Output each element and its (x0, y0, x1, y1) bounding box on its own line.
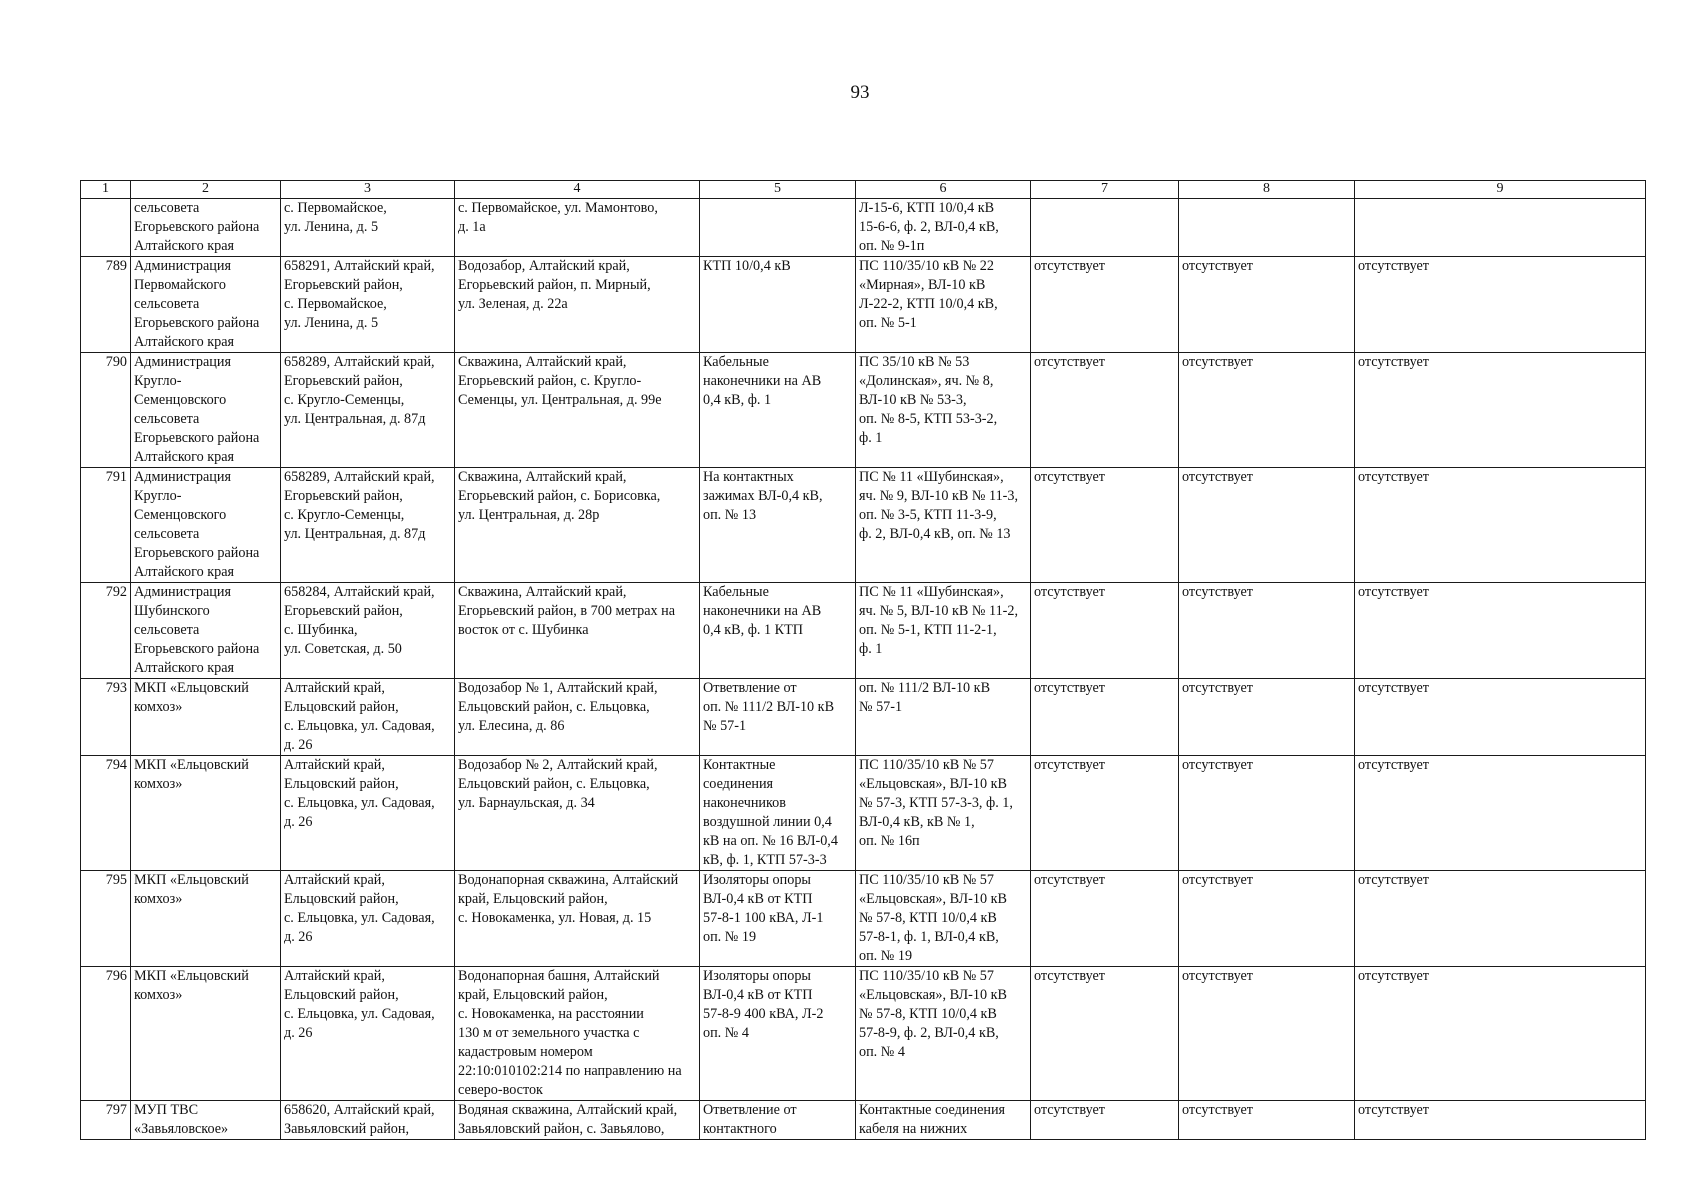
owner-cell (131, 756, 281, 871)
owner-cell-text: Администрация Первомайского сельсовета Егорьевского района Алтайского края (134, 258, 260, 350)
column-8-cell-text: отсутствует (1182, 469, 1253, 485)
column-header: 6 (856, 181, 1031, 199)
column-9-cell-text: отсутствует (1358, 757, 1429, 773)
row-number (81, 353, 131, 468)
row-number-text: 797 (105, 1102, 127, 1118)
power-source-cell-text: оп. № 111/2 ВЛ-10 кВ № 57-1 (859, 680, 991, 715)
power-source-cell-text: ПС 110/35/10 кВ № 57 «Ельцовская», ВЛ-10 кВ № 57-8, КТП 10/0,4 кВ 57-8-1, ф. 1, ВЛ-0,4 кВ, оп. № 19 (859, 872, 1007, 964)
power-source-cell (856, 756, 1031, 871)
connection-point-cell (700, 967, 856, 1101)
column-header: 8 (1179, 181, 1355, 199)
address-cell-text: 658284, Алтайский край, Егорьевский район, с. Шубинка, ул. Советская, д. 50 (284, 584, 435, 657)
owner-cell-text: Администрация Кругло- Семенцовского сельсовета Егорьевского района Алтайского края (134, 469, 260, 580)
row-number (81, 583, 131, 679)
column-7-cell-text: отсутствует (1034, 680, 1105, 696)
column-7-cell-text: отсутствует (1034, 258, 1105, 274)
column-8-cell (1179, 871, 1355, 967)
row-number-text: 792 (105, 584, 127, 600)
row-number (81, 871, 131, 967)
address-cell (281, 199, 455, 257)
owner-cell-text: Администрация Кругло- Семенцовского сельсовета Егорьевского района Алтайского края (134, 354, 260, 465)
table-row (81, 679, 1646, 756)
table-row (81, 468, 1646, 583)
table-row (81, 257, 1646, 353)
owner-cell-text: сельсовета Егорьевского района Алтайского края (134, 200, 260, 254)
column-8-cell-text: отсутствует (1182, 258, 1253, 274)
owner-cell-text: МУП ТВС «Завьяловское» (134, 1102, 229, 1137)
power-source-cell (856, 583, 1031, 679)
address-cell (281, 583, 455, 679)
connection-point-cell (700, 468, 856, 583)
power-source-cell (856, 353, 1031, 468)
power-source-cell (856, 871, 1031, 967)
row-number (81, 679, 131, 756)
column-9-cell-text: отсутствует (1358, 872, 1429, 888)
object-cell (455, 583, 700, 679)
object-cell-text: Скважина, Алтайский край, Егорьевский район, с. Кругло- Семенцы, ул. Центральная, д. 99е (458, 354, 662, 408)
connection-point-cell (700, 871, 856, 967)
connection-point-cell (700, 756, 856, 871)
object-cell-text: Водозабор, Алтайский край, Егорьевский район, п. Мирный, ул. Зеленая, д. 22а (458, 258, 651, 312)
column-7-cell-text: отсутствует (1034, 354, 1105, 370)
column-header: 1 (81, 181, 131, 199)
column-8-cell (1179, 199, 1355, 257)
table-body (81, 199, 1646, 1140)
table-row (81, 353, 1646, 468)
address-cell (281, 679, 455, 756)
address-cell (281, 1101, 455, 1140)
column-9-cell (1355, 468, 1646, 583)
column-7-cell (1031, 871, 1179, 967)
address-cell (281, 468, 455, 583)
column-9-cell (1355, 756, 1646, 871)
object-cell (455, 257, 700, 353)
owner-cell (131, 468, 281, 583)
object-cell-text: Скважина, Алтайский край, Егорьевский район, с. Борисовка, ул. Центральная, д. 28р (458, 469, 661, 523)
connection-point-cell-text: Изоляторы опоры ВЛ-0,4 кВ от КТП 57-8-9 400 кВА, Л-2 оп. № 4 (703, 968, 824, 1041)
object-cell (455, 871, 700, 967)
power-source-cell-text: Л-15-6, КТП 10/0,4 кВ 15-6-6, ф. 2, ВЛ-0,4 кВ, оп. № 9-1п (859, 200, 999, 254)
column-9-cell-text: отсутствует (1358, 354, 1429, 370)
row-number-text: 793 (105, 680, 127, 696)
power-source-cell (856, 257, 1031, 353)
owner-cell (131, 353, 281, 468)
column-8-cell-text: отсутствует (1182, 1102, 1253, 1118)
object-cell (455, 199, 700, 257)
column-8-cell-text: отсутствует (1182, 354, 1253, 370)
object-cell-text: Водонапорная башня, Алтайский край, Ельцовский район, с. Новокаменка, на расстоянии 130 м от земельного участка с кадастровым номером 22:10:010102:214 по направлению на северо-восток (458, 968, 682, 1098)
object-cell (455, 1101, 700, 1140)
owner-cell-text: МКП «Ельцовский комхоз» (134, 757, 249, 792)
address-cell-text: с. Первомайское, ул. Ленина, д. 5 (284, 200, 387, 235)
row-number-text: 789 (105, 258, 127, 274)
connection-point-cell (700, 353, 856, 468)
row-number-text: 795 (105, 872, 127, 888)
column-8-cell (1179, 679, 1355, 756)
owner-cell-text: МКП «Ельцовский комхоз» (134, 968, 249, 1003)
table-row (81, 1101, 1646, 1140)
address-cell-text: Алтайский край, Ельцовский район, с. Ельцовка, ул. Садовая, д. 26 (284, 872, 435, 945)
column-header: 3 (281, 181, 455, 199)
column-7-cell-text: отсутствует (1034, 872, 1105, 888)
table-row (81, 871, 1646, 967)
owner-cell (131, 1101, 281, 1140)
column-8-cell (1179, 1101, 1355, 1140)
row-number-text: 794 (105, 757, 127, 773)
page-number: 93 (850, 82, 870, 103)
address-cell (281, 967, 455, 1101)
connection-point-cell-text: Кабельные наконечники на АВ 0,4 кВ, ф. 1 (703, 354, 822, 408)
connection-point-cell-text: Кабельные наконечники на АВ 0,4 кВ, ф. 1 КТП (703, 584, 822, 638)
column-9-cell-text: отсутствует (1358, 584, 1429, 600)
object-cell-text: Водяная скважина, Алтайский край, Завьяловский район, с. Завьялово, (458, 1102, 678, 1137)
address-cell (281, 871, 455, 967)
power-source-cell (856, 199, 1031, 257)
column-9-cell-text: отсутствует (1358, 680, 1429, 696)
column-8-cell-text: отсутствует (1182, 680, 1253, 696)
owner-cell (131, 967, 281, 1101)
address-cell-text: 658620, Алтайский край, Завьяловский район, (284, 1102, 435, 1137)
column-9-cell (1355, 967, 1646, 1101)
power-source-cell (856, 967, 1031, 1101)
column-7-cell (1031, 583, 1179, 679)
owner-cell-text: Администрация Шубинского сельсовета Егорьевского района Алтайского края (134, 584, 260, 676)
connection-point-cell (700, 679, 856, 756)
address-cell-text: 658289, Алтайский край, Егорьевский район, с. Кругло-Семенцы, ул. Центральная, д. 87д (284, 469, 435, 542)
column-9-cell (1355, 871, 1646, 967)
connection-point-cell-text: Ответвление от оп. № 111/2 ВЛ-10 кВ № 57-1 (703, 680, 835, 734)
column-header: 4 (455, 181, 700, 199)
column-9-cell-text: отсутствует (1358, 968, 1429, 984)
power-source-cell-text: Контактные соединения кабеля на нижних (859, 1102, 1006, 1137)
connection-point-cell (700, 257, 856, 353)
column-7-cell (1031, 353, 1179, 468)
column-9-cell (1355, 1101, 1646, 1140)
column-8-cell (1179, 353, 1355, 468)
column-header: 5 (700, 181, 856, 199)
power-source-cell-text: ПС № 11 «Шубинская», яч. № 9, ВЛ-10 кВ № 11-3, оп. № 3-5, КТП 11-3-9, ф. 2, ВЛ-0,4 кВ, оп. № 13 (859, 469, 1019, 542)
column-8-cell (1179, 468, 1355, 583)
column-8-cell-text: отсутствует (1182, 584, 1253, 600)
column-8-cell-text: отсутствует (1182, 872, 1253, 888)
row-number (81, 1101, 131, 1140)
row-number (81, 967, 131, 1101)
column-7-cell (1031, 257, 1179, 353)
table-row (81, 967, 1646, 1101)
column-8-cell (1179, 756, 1355, 871)
column-9-cell-text: отсутствует (1358, 469, 1429, 485)
address-cell (281, 353, 455, 468)
address-cell-text: Алтайский край, Ельцовский район, с. Ельцовка, ул. Садовая, д. 26 (284, 757, 435, 830)
object-cell (455, 468, 700, 583)
address-cell-text: 658291, Алтайский край, Егорьевский район, с. Первомайское, ул. Ленина, д. 5 (284, 258, 435, 331)
column-7-cell-text: отсутствует (1034, 1102, 1105, 1118)
object-cell-text: с. Первомайское, ул. Мамонтово, д. 1а (458, 200, 658, 235)
connection-point-cell-text: Изоляторы опоры ВЛ-0,4 кВ от КТП 57-8-1 100 кВА, Л-1 оп. № 19 (703, 872, 824, 945)
address-cell (281, 756, 455, 871)
object-cell (455, 679, 700, 756)
column-header: 9 (1355, 181, 1646, 199)
table-row (81, 583, 1646, 679)
owner-cell (131, 257, 281, 353)
owner-cell (131, 679, 281, 756)
object-cell-text: Водозабор № 1, Алтайский край, Ельцовский район, с. Ельцовка, ул. Елесина, д. 86 (458, 680, 658, 734)
owner-cell (131, 583, 281, 679)
column-8-cell (1179, 583, 1355, 679)
connection-point-cell (700, 583, 856, 679)
column-9-cell (1355, 353, 1646, 468)
column-9-cell-text: отсутствует (1358, 1102, 1429, 1118)
column-7-cell-text: отсутствует (1034, 757, 1105, 773)
row-number (81, 257, 131, 353)
row-number-text: 791 (105, 469, 127, 485)
column-7-cell-text: отсутствует (1034, 469, 1105, 485)
column-7-cell-text: отсутствует (1034, 968, 1105, 984)
address-cell-text: Алтайский край, Ельцовский район, с. Ельцовка, ул. Садовая, д. 26 (284, 968, 435, 1041)
connection-point-cell-text: Ответвление от контактного (703, 1102, 797, 1137)
power-source-cell (856, 679, 1031, 756)
connection-point-cell (700, 1101, 856, 1140)
column-header: 2 (131, 181, 281, 199)
connection-point-cell-text: КТП 10/0,4 кВ (703, 258, 791, 274)
connection-point-cell-text: Контактные соединения наконечников воздушной линии 0,4 кВ на оп. № 16 ВЛ-0,4 кВ, ф. 1, КТП 57-3-3 (703, 757, 838, 868)
power-source-cell (856, 1101, 1031, 1140)
row-number-text: 790 (105, 354, 127, 370)
column-9-cell (1355, 679, 1646, 756)
column-9-cell (1355, 257, 1646, 353)
power-source-cell-text: ПС 110/35/10 кВ № 22 «Мирная», ВЛ-10 кВ Л-22-2, КТП 10/0,4 кВ, оп. № 5-1 (859, 258, 998, 331)
column-header: 7 (1031, 181, 1179, 199)
header-row (81, 181, 1646, 199)
object-cell-text: Водонапорная скважина, Алтайский край, Ельцовский район, с. Новокаменка, ул. Новая, д. 15 (458, 872, 679, 926)
power-source-cell (856, 468, 1031, 583)
column-8-cell (1179, 257, 1355, 353)
object-cell (455, 967, 700, 1101)
column-8-cell-text: отсутствует (1182, 968, 1253, 984)
column-9-cell-text: отсутствует (1358, 258, 1429, 274)
column-8-cell (1179, 967, 1355, 1101)
column-7-cell (1031, 679, 1179, 756)
column-7-cell (1031, 1101, 1179, 1140)
column-7-cell (1031, 468, 1179, 583)
power-source-cell-text: ПС № 11 «Шубинская», яч. № 5, ВЛ-10 кВ № 11-2, оп. № 5-1, КТП 11-2-1, ф. 1 (859, 584, 1019, 657)
address-cell (281, 257, 455, 353)
owner-cell (131, 199, 281, 257)
owner-cell (131, 871, 281, 967)
owner-cell-text: МКП «Ельцовский комхоз» (134, 872, 249, 907)
column-9-cell (1355, 583, 1646, 679)
connection-point-cell (700, 199, 856, 257)
object-cell (455, 353, 700, 468)
row-number (81, 756, 131, 871)
row-number (81, 199, 131, 257)
object-cell-text: Водозабор № 2, Алтайский край, Ельцовский район, с. Ельцовка, ул. Барнаульская, д. 34 (458, 757, 658, 811)
column-8-cell-text: отсутствует (1182, 757, 1253, 773)
register-table (80, 180, 1646, 1140)
object-cell (455, 756, 700, 871)
table-row (81, 756, 1646, 871)
power-source-cell-text: ПС 35/10 кВ № 53 «Долинская», яч. № 8, ВЛ-10 кВ № 53-3, оп. № 8-5, КТП 53-3-2, ф. 1 (859, 354, 998, 446)
column-9-cell (1355, 199, 1646, 257)
address-cell-text: Алтайский край, Ельцовский район, с. Ельцовка, ул. Садовая, д. 26 (284, 680, 435, 753)
row-number-text: 796 (105, 968, 127, 984)
row-number (81, 468, 131, 583)
owner-cell-text: МКП «Ельцовский комхоз» (134, 680, 249, 715)
table-row (81, 199, 1646, 257)
column-7-cell (1031, 967, 1179, 1101)
power-source-cell-text: ПС 110/35/10 кВ № 57 «Ельцовская», ВЛ-10 кВ № 57-8, КТП 10/0,4 кВ 57-8-9, ф. 2, ВЛ-0,4 кВ, оп. № 4 (859, 968, 1007, 1060)
column-7-cell (1031, 199, 1179, 257)
connection-point-cell-text: На контактных зажимах ВЛ-0,4 кВ, оп. № 13 (703, 469, 823, 523)
object-cell-text: Скважина, Алтайский край, Егорьевский район, в 700 метрах на восток от с. Шубинка (458, 584, 676, 638)
address-cell-text: 658289, Алтайский край, Егорьевский район, с. Кругло-Семенцы, ул. Центральная, д. 87д (284, 354, 435, 427)
column-7-cell (1031, 756, 1179, 871)
column-7-cell-text: отсутствует (1034, 584, 1105, 600)
power-source-cell-text: ПС 110/35/10 кВ № 57 «Ельцовская», ВЛ-10 кВ № 57-3, КТП 57-3-3, ф. 1, ВЛ-0,4 кВ, кВ № 1, оп. № 16п (859, 757, 1013, 849)
